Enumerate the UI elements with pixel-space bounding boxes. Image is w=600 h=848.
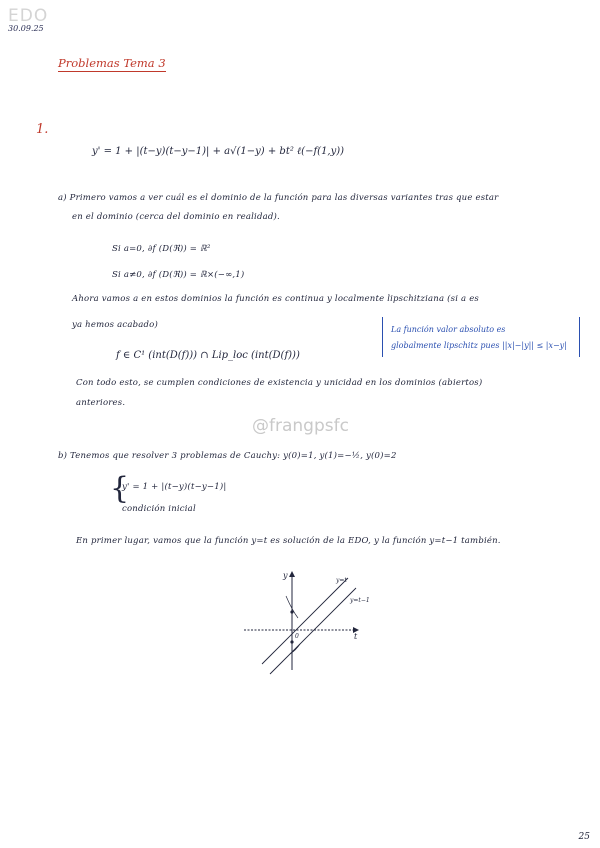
corner-watermark: EDO — [8, 6, 49, 26]
problem-number: 1. — [36, 122, 49, 137]
lower-line-label: y=t−1 — [350, 597, 370, 604]
center-watermark: @frangpsfc — [252, 416, 349, 436]
part-a-line5: Con todo esto, se cumplen condiciones de existencia y unicidad en los dominios (abiertos) — [76, 378, 483, 388]
side-note-line1: La función valor absoluto es — [391, 325, 506, 334]
part-a-line3: Ahora vamos a en estos dominios la función es continua y localmente lipschitziana (si a es — [72, 294, 479, 304]
system-line2: condición inicial — [122, 504, 196, 514]
side-note-box — [382, 317, 580, 357]
upper-line-label: y=t — [336, 577, 347, 584]
initial-point-2 — [290, 640, 293, 643]
line-y-equals-t — [262, 578, 348, 664]
page-title: Problemas Tema 3 — [58, 56, 166, 70]
domain-case-1: Si a=0, ∂f (D(ℜ)) = ℝ² — [112, 244, 211, 254]
regularity-statement: f ∈ C¹ (int(D(f))) ∩ Lip_loc (int(D(f))) — [116, 350, 300, 361]
domain-case-2: Si a≠0, ∂f (D(ℜ)) = ℝ×(−∞,1) — [112, 270, 245, 280]
part-a-line2: en el dominio (cerca del dominio en realidad). — [72, 212, 280, 222]
part-a-line1: a) Primero vamos a ver cuál es el dominio de la función para las diversas variantes tras que estar — [58, 193, 499, 203]
origin-label: 0 — [295, 633, 299, 640]
main-equation: y' = 1 + |(t−y)(t−y−1)| + a√(1−y) + bt² ℓ(−f(1,y)) — [92, 146, 345, 157]
line-y-equals-t-minus-1 — [270, 588, 356, 674]
date: 30.09.25 — [8, 24, 44, 33]
part-b-line2: En primer lugar, vamos que la función y=t es solución de la EDO, y la función y=t−1 también. — [76, 536, 501, 546]
initial-point-1 — [290, 610, 293, 613]
system-brace: { — [110, 471, 130, 506]
system-line1: y' = 1 + |(t−y)(t−y−1)| — [122, 482, 227, 492]
solutions-sketch — [240, 566, 370, 676]
page-number: 25 — [578, 832, 590, 842]
t-axis-label: t — [354, 632, 358, 641]
part-b-line1: b) Tenemos que resolver 3 problemas de Cauchy: y(0)=1, y(1)=−½, y(0)=2 — [58, 451, 397, 461]
side-note-line2: globalmente lipschitz pues ||x|−|y|| ≤ |x−y| — [391, 341, 567, 350]
y-axis-label: y — [283, 571, 288, 580]
part-a-line4: ya hemos acabado) — [72, 320, 158, 330]
part-a-line6: anteriores. — [76, 398, 126, 408]
